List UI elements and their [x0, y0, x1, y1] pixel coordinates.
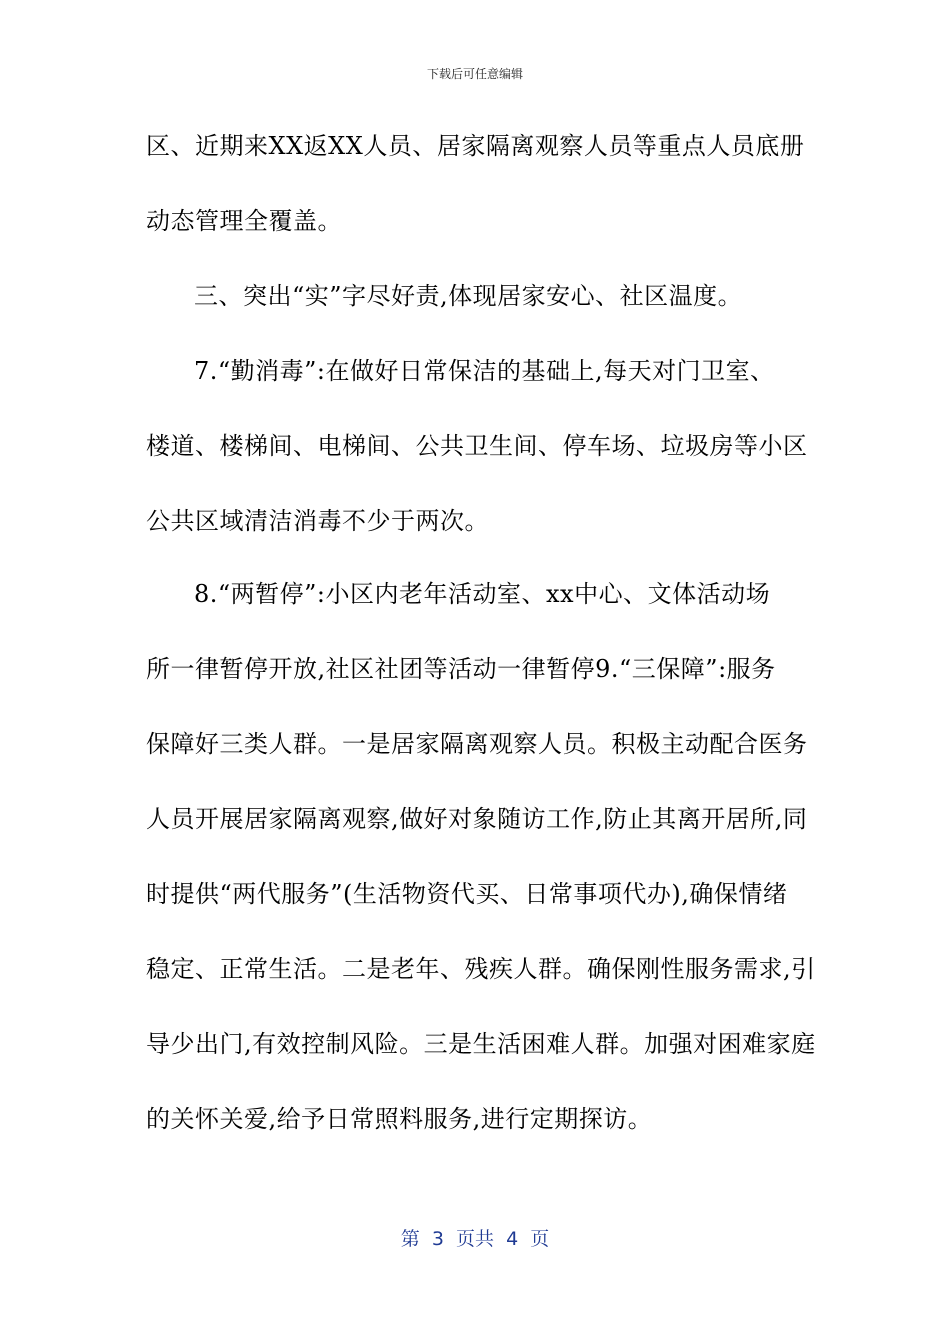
text-line: 8.“两暂停”:小区内老年活动室、xx中心、文体活动场 — [194, 580, 771, 608]
text-line: 区、近期来XX返XX人员、居家隔离观察人员等重点人员底册 — [146, 132, 805, 160]
text-line: 的关怀关爱,给予日常照料服务,进行定期探访。 — [146, 1105, 653, 1133]
text-line: 保障好三类人群。一是居家隔离观察人员。积极主动配合医务 — [146, 730, 808, 758]
text-line: 动态管理全覆盖。 — [146, 207, 342, 235]
page-number-footer: 第 3 页共 4 页 — [400, 1228, 550, 1250]
text-line: 楼道、楼梯间、电梯间、公共卫生间、停车场、垃圾房等小区 — [146, 432, 808, 460]
text-line: 公共区域清洁消毒不少于两次。 — [146, 507, 489, 535]
text-line: 所一律暂停开放,社区社团等活动一律暂停9.“三保障”:服务 — [146, 655, 776, 683]
text-line: 稳定、正常生活。二是老年、残疾人群。确保刚性服务需求,引 — [146, 955, 816, 983]
text-line: 7.“勤消毒”:在做好日常保洁的基础上,每天对门卫室、 — [194, 357, 775, 385]
page-header: 下载后可任意编辑 — [426, 67, 523, 81]
text-line: 人员开展居家隔离观察,做好对象随访工作,防止其离开居所,同 — [146, 805, 808, 833]
text-line: 时提供“两代服务”(生活物资代买、日常事项代办),确保情绪 — [146, 880, 788, 908]
section-heading: 三、突出“实”字尽好责,体现居家安心、社区温度。 — [194, 282, 743, 310]
text-line: 导少出门,有效控制风险。三是生活困难人群。加强对困难家庭 — [146, 1030, 816, 1058]
